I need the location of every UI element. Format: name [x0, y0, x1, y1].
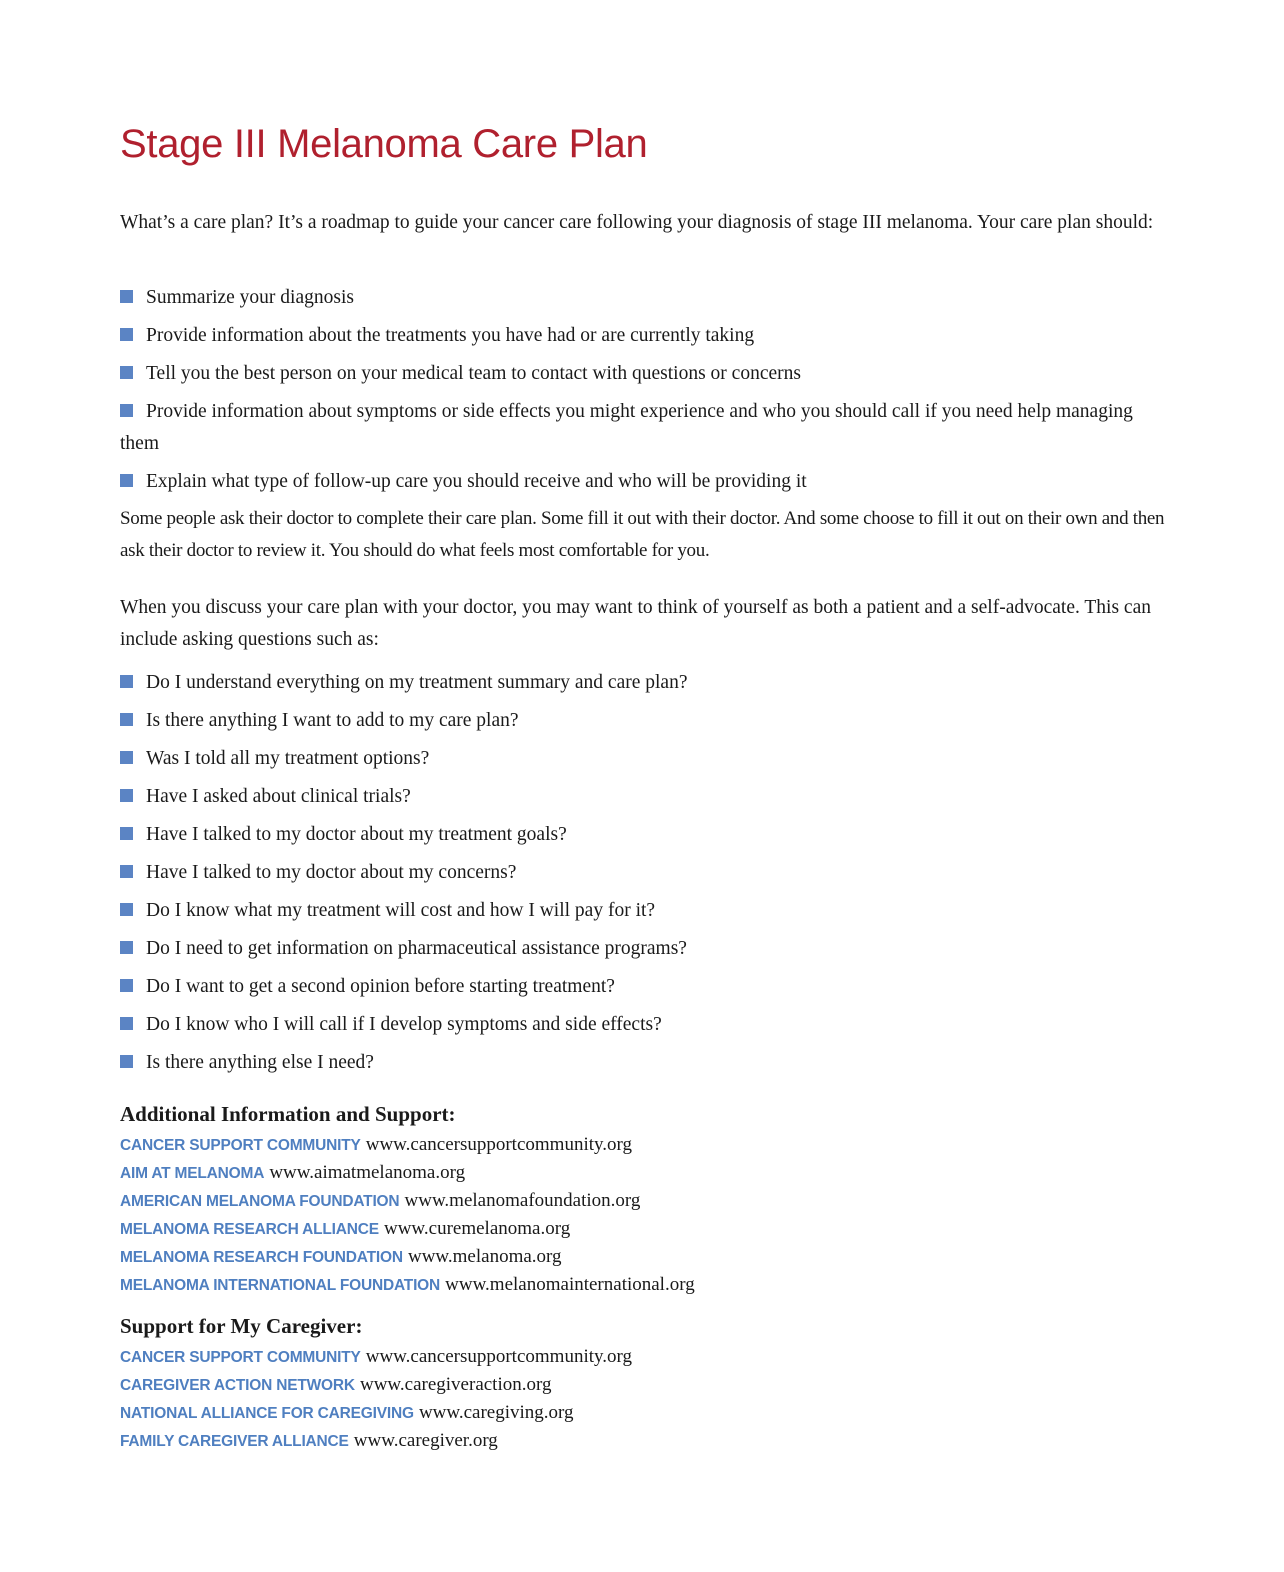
- resource-item: [120, 1343, 632, 1371]
- caregiver-resources-list: [120, 1343, 632, 1455]
- square-bullet-icon: [120, 1055, 133, 1068]
- discuss-paragraph: When you discuss your care plan with your doctor, you may want to think of yourself as both a patient and a self-advocate. This can include asking questions such as:: [120, 597, 1151, 650]
- resource-item: [120, 1271, 695, 1299]
- resource-link[interactable]: www.aimatmelanoma.org: [269, 1162, 466, 1183]
- list-item: Provide information about symptoms or side effects you might experience and who you should call if you need help managing them: [120, 401, 1133, 454]
- resource-org: CANCER SUPPORT COMMUNITY: [120, 1349, 361, 1366]
- resource-link[interactable]: www.melanomainternational.org: [445, 1274, 695, 1295]
- resource-link[interactable]: www.melanoma.org: [407, 1246, 562, 1267]
- square-bullet-icon: [120, 751, 133, 764]
- square-bullet-icon: [120, 366, 133, 379]
- caregiver-heading: Support for My Caregiver:: [120, 1314, 363, 1338]
- questions-list: [120, 667, 1165, 1085]
- resource-org: CANCER SUPPORT COMMUNITY: [120, 1137, 361, 1154]
- resource-link[interactable]: www.caregiving.org: [418, 1402, 574, 1423]
- list-item: Have I talked to my doctor about my treatment goals?: [120, 819, 1165, 857]
- list-item: Do I know who I will call if I develop symptoms and side effects?: [120, 1009, 1165, 1047]
- resource-link[interactable]: www.caregiver.org: [353, 1430, 498, 1451]
- list-item: Have I talked to my doctor about my concerns?: [120, 857, 1165, 895]
- resource-item: [120, 1243, 695, 1271]
- square-bullet-icon: [120, 290, 133, 303]
- resource-org: MELANOMA RESEARCH ALLIANCE: [120, 1221, 379, 1238]
- additional-info-heading: Additional Information and Support:: [120, 1102, 456, 1126]
- resource-item: [120, 1187, 695, 1215]
- square-bullet-icon: [120, 941, 133, 954]
- resource-org: MELANOMA RESEARCH FOUNDATION: [120, 1249, 403, 1266]
- square-bullet-icon: [120, 1017, 133, 1030]
- resource-link[interactable]: www.caregiveraction.org: [359, 1374, 552, 1395]
- resource-link[interactable]: www.melanomafoundation.org: [404, 1190, 641, 1211]
- square-bullet-icon: [120, 404, 133, 417]
- resource-item: [120, 1131, 695, 1159]
- resource-item: [120, 1399, 632, 1427]
- square-bullet-icon: [120, 675, 133, 688]
- resource-item: [120, 1159, 695, 1187]
- square-bullet-icon: [120, 979, 133, 992]
- square-bullet-icon: [120, 474, 133, 487]
- square-bullet-icon: [120, 903, 133, 916]
- intro-paragraph: What’s a care plan? It’s a roadmap to guide your cancer care following your diagnosis of stage III melanoma. Your care plan should:: [120, 212, 1154, 233]
- square-bullet-icon: [120, 827, 133, 840]
- list-item: Do I understand everything on my treatment summary and care plan?: [120, 667, 1165, 705]
- list-item: Is there anything I want to add to my care plan?: [120, 705, 1165, 743]
- care-plan-list: [120, 282, 1165, 504]
- resource-org: CAREGIVER ACTION NETWORK: [120, 1377, 355, 1394]
- list-item: Explain what type of follow-up care you should receive and who will be providing it: [120, 466, 1165, 504]
- list-item: Do I know what my treatment will cost and how I will pay for it?: [120, 895, 1165, 933]
- resource-org: NATIONAL ALLIANCE FOR CAREGIVING: [120, 1405, 414, 1422]
- square-bullet-icon: [120, 713, 133, 726]
- resource-link[interactable]: www.cancersupportcommunity.org: [365, 1134, 633, 1155]
- resource-link[interactable]: www.curemelanoma.org: [383, 1218, 571, 1239]
- resource-org: AIM AT MELANOMA: [120, 1165, 265, 1182]
- resource-org: MELANOMA INTERNATIONAL FOUNDATION: [120, 1277, 441, 1294]
- list-item: Provide information about the treatments you have had or are currently taking: [120, 320, 1165, 358]
- square-bullet-icon: [120, 328, 133, 341]
- list-item: Have I asked about clinical trials?: [120, 781, 1165, 819]
- list-item: Was I told all my treatment options?: [120, 743, 1165, 781]
- additional-resources-list: [120, 1131, 695, 1299]
- page-title: Stage III Melanoma Care Plan: [120, 122, 648, 166]
- list-item: Tell you the best person on your medical team to contact with questions or concerns: [120, 358, 1165, 396]
- square-bullet-icon: [120, 865, 133, 878]
- list-item: Summarize your diagnosis: [120, 282, 1165, 320]
- resource-org: FAMILY CAREGIVER ALLIANCE: [120, 1433, 349, 1450]
- completion-note: Some people ask their doctor to complete their care plan. Some fill it out with their doctor. And some choose to fill it out on their own and then ask their doctor to review it. You should do what feels most comfortable for you.: [120, 508, 1165, 561]
- resource-org: AMERICAN MELANOMA FOUNDATION: [120, 1193, 400, 1210]
- resource-item: [120, 1371, 632, 1399]
- resource-link[interactable]: www.cancersupportcommunity.org: [365, 1346, 633, 1367]
- list-item: Do I need to get information on pharmaceutical assistance programs?: [120, 933, 1165, 971]
- list-item: Is there anything else I need?: [120, 1047, 1165, 1085]
- resource-item: [120, 1215, 695, 1243]
- list-item: Do I want to get a second opinion before starting treatment?: [120, 971, 1165, 1009]
- square-bullet-icon: [120, 789, 133, 802]
- resource-item: [120, 1427, 632, 1455]
